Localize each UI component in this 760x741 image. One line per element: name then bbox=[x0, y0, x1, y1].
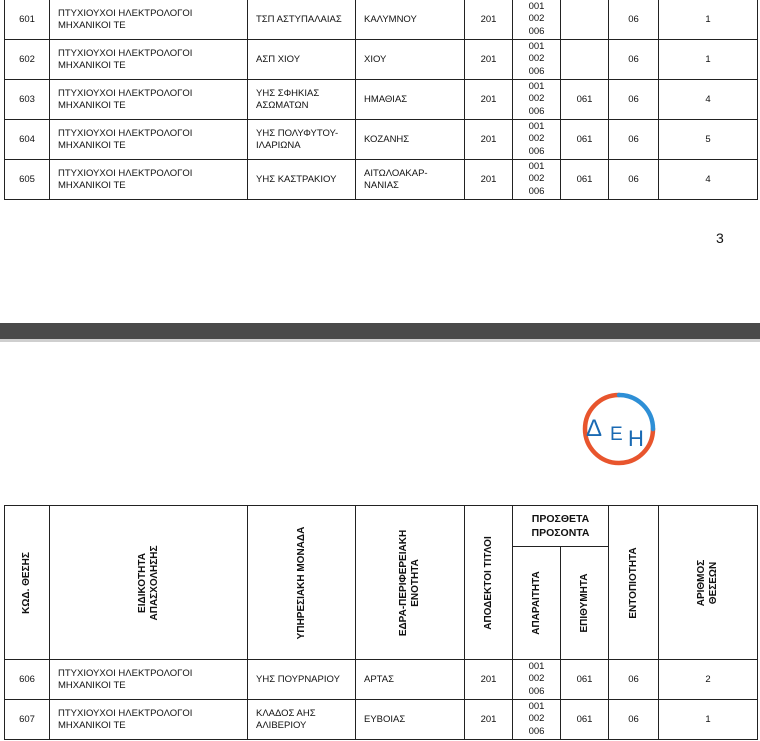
cell-unit: ΤΣΠ ΑΣΤΥΠΑΛΑΙΑΣ bbox=[248, 0, 356, 40]
cell-specialty: ΠΤΥΧΙΟΥΧΟΙ ΗΛΕΚΤΡΟΛΟΓΟΙ ΜΗΧΑΝΙΚΟΙ ΤΕ bbox=[50, 160, 248, 200]
header-unit: ΥΠΗΡΕΣΙΑΚΗ ΜΟΝΑΔΑ bbox=[248, 506, 356, 660]
cell-degree: 201 bbox=[465, 160, 513, 200]
cell-degree: 201 bbox=[465, 80, 513, 120]
positions-table-bottom bbox=[4, 505, 758, 740]
cell-desired: 061 bbox=[561, 660, 609, 700]
cell-locality: 06 bbox=[609, 0, 659, 40]
logo-letter-delta: Δ bbox=[586, 415, 603, 442]
header-region: ΕΔΡΑ-ΠΕΡΙΦΕΡΕΙΑΚΗ ΕΝΟΤΗΤΑ bbox=[356, 506, 465, 660]
cell-code: 604 bbox=[5, 120, 50, 160]
cell-region: ΑΡΤΑΣ bbox=[356, 660, 465, 700]
cell-unit: ΥΗΣ ΣΦΗΚΙΑΣ ΑΣΩΜΑΤΩΝ bbox=[248, 80, 356, 120]
cell-unit: ΥΗΣ ΠΟΥΡΝΑΡΙΟΥ bbox=[248, 660, 356, 700]
page-divider-shadow bbox=[0, 339, 760, 342]
cell-specialty: ΠΤΥΧΙΟΥΧΟΙ ΗΛΕΚΤΡΟΛΟΓΟΙ ΜΗΧΑΝΙΚΟΙ ΤΕ bbox=[50, 0, 248, 40]
logo-letter-eta: Η bbox=[628, 426, 644, 451]
cell-positions: 5 bbox=[659, 120, 758, 160]
cell-region: ΚΟΖΑΝΗΣ bbox=[356, 120, 465, 160]
cell-desired: 061 bbox=[561, 700, 609, 740]
page-divider bbox=[0, 323, 760, 339]
cell-region: ΕΥΒΟΙΑΣ bbox=[356, 700, 465, 740]
header-desired: ΕΠΙΘΥΜΗΤΑ bbox=[561, 547, 609, 660]
cell-required: 001 002 006 bbox=[513, 160, 561, 200]
header-degree: ΑΠΟΔΕΚΤΟΙ ΤΙΤΛΟΙ bbox=[465, 506, 513, 660]
cell-required: 001 002 006 bbox=[513, 80, 561, 120]
cell-locality: 06 bbox=[609, 80, 659, 120]
cell-desired: 061 bbox=[561, 160, 609, 200]
cell-locality: 06 bbox=[609, 120, 659, 160]
cell-positions: 4 bbox=[659, 160, 758, 200]
header-required: ΑΠΑΡΑΙΤΗΤΑ bbox=[513, 547, 561, 660]
cell-unit: ΥΗΣ ΚΑΣΤΡΑΚΙΟΥ bbox=[248, 160, 356, 200]
cell-specialty: ΠΤΥΧΙΟΥΧΟΙ ΗΛΕΚΤΡΟΛΟΓΟΙ ΜΗΧΑΝΙΚΟΙ ΤΕ bbox=[50, 660, 248, 700]
table-row bbox=[5, 700, 758, 740]
header-specialty: ΕΙΔΙΚΟΤΗΤΑ ΑΠΑΣΧΟΛΗΣΗΣ bbox=[50, 506, 248, 660]
cell-degree: 201 bbox=[465, 0, 513, 40]
cell-desired bbox=[561, 40, 609, 80]
cell-code: 606 bbox=[5, 660, 50, 700]
cell-unit: ΥΗΣ ΠΟΛΥΦΥΤΟΥ- ΙΛΑΡΙΩΝΑ bbox=[248, 120, 356, 160]
cell-region: ΗΜΑΘΙΑΣ bbox=[356, 80, 465, 120]
cell-unit: ΑΣΠ ΧΙΟΥ bbox=[248, 40, 356, 80]
cell-specialty: ΠΤΥΧΙΟΥΧΟΙ ΗΛΕΚΤΡΟΛΟΓΟΙ ΜΗΧΑΝΙΚΟΙ ΤΕ bbox=[50, 80, 248, 120]
page-number: 3 bbox=[716, 230, 724, 246]
cell-locality: 06 bbox=[609, 40, 659, 80]
header-positions: ΑΡΙΘΜΟΣ ΘΕΣΕΩΝ bbox=[659, 506, 758, 660]
cell-required: 001 002 006 bbox=[513, 660, 561, 700]
cell-region: ΧΙΟΥ bbox=[356, 40, 465, 80]
cell-required: 001 002 006 bbox=[513, 700, 561, 740]
cell-locality: 06 bbox=[609, 700, 659, 740]
cell-specialty: ΠΤΥΧΙΟΥΧΟΙ ΗΛΕΚΤΡΟΛΟΓΟΙ ΜΗΧΑΝΙΚΟΙ ΤΕ bbox=[50, 40, 248, 80]
deh-logo bbox=[567, 391, 671, 467]
cell-degree: 201 bbox=[465, 660, 513, 700]
cell-locality: 06 bbox=[609, 160, 659, 200]
cell-positions: 4 bbox=[659, 80, 758, 120]
logo-letter-epsilon: Ε bbox=[610, 424, 623, 445]
header-locality: ΕΝΤΟΠΙΟΤΗΤΑ bbox=[609, 506, 659, 660]
table-row bbox=[5, 660, 758, 700]
cell-required: 001 002 006 bbox=[513, 40, 561, 80]
cell-desired bbox=[561, 0, 609, 40]
cell-positions: 1 bbox=[659, 40, 758, 80]
table-row bbox=[5, 0, 758, 40]
cell-region: ΚΑΛΥΜΝΟΥ bbox=[356, 0, 465, 40]
cell-degree: 201 bbox=[465, 700, 513, 740]
cell-positions: 1 bbox=[659, 700, 758, 740]
positions-table-top bbox=[4, 0, 758, 200]
header-extra-qualifications: ΠΡΟΣΘΕΤΑ ΠΡΟΣΟΝΤΑ bbox=[513, 506, 609, 547]
cell-code: 605 bbox=[5, 160, 50, 200]
cell-degree: 201 bbox=[465, 120, 513, 160]
cell-required: 001 002 006 bbox=[513, 0, 561, 40]
table-row bbox=[5, 40, 758, 80]
cell-code: 603 bbox=[5, 80, 50, 120]
cell-degree: 201 bbox=[465, 40, 513, 80]
cell-specialty: ΠΤΥΧΙΟΥΧΟΙ ΗΛΕΚΤΡΟΛΟΓΟΙ ΜΗΧΑΝΙΚΟΙ ΤΕ bbox=[50, 700, 248, 740]
cell-desired: 061 bbox=[561, 120, 609, 160]
cell-code: 602 bbox=[5, 40, 50, 80]
table-row bbox=[5, 120, 758, 160]
cell-code: 601 bbox=[5, 0, 50, 40]
cell-positions: 2 bbox=[659, 660, 758, 700]
cell-desired: 061 bbox=[561, 80, 609, 120]
header-code: ΚΩΔ. ΘΕΣΗΣ bbox=[5, 506, 50, 660]
cell-region: ΑΙΤΩΛΟΑΚΑΡ- ΝΑΝΙΑΣ bbox=[356, 160, 465, 200]
cell-positions: 1 bbox=[659, 0, 758, 40]
cell-required: 001 002 006 bbox=[513, 120, 561, 160]
table-row bbox=[5, 160, 758, 200]
cell-specialty: ΠΤΥΧΙΟΥΧΟΙ ΗΛΕΚΤΡΟΛΟΓΟΙ ΜΗΧΑΝΙΚΟΙ ΤΕ bbox=[50, 120, 248, 160]
cell-code: 607 bbox=[5, 700, 50, 740]
cell-locality: 06 bbox=[609, 660, 659, 700]
table-row bbox=[5, 80, 758, 120]
cell-unit: ΚΛΑΔΟΣ ΑΗΣ ΑΛΙΒΕΡΙΟΥ bbox=[248, 700, 356, 740]
